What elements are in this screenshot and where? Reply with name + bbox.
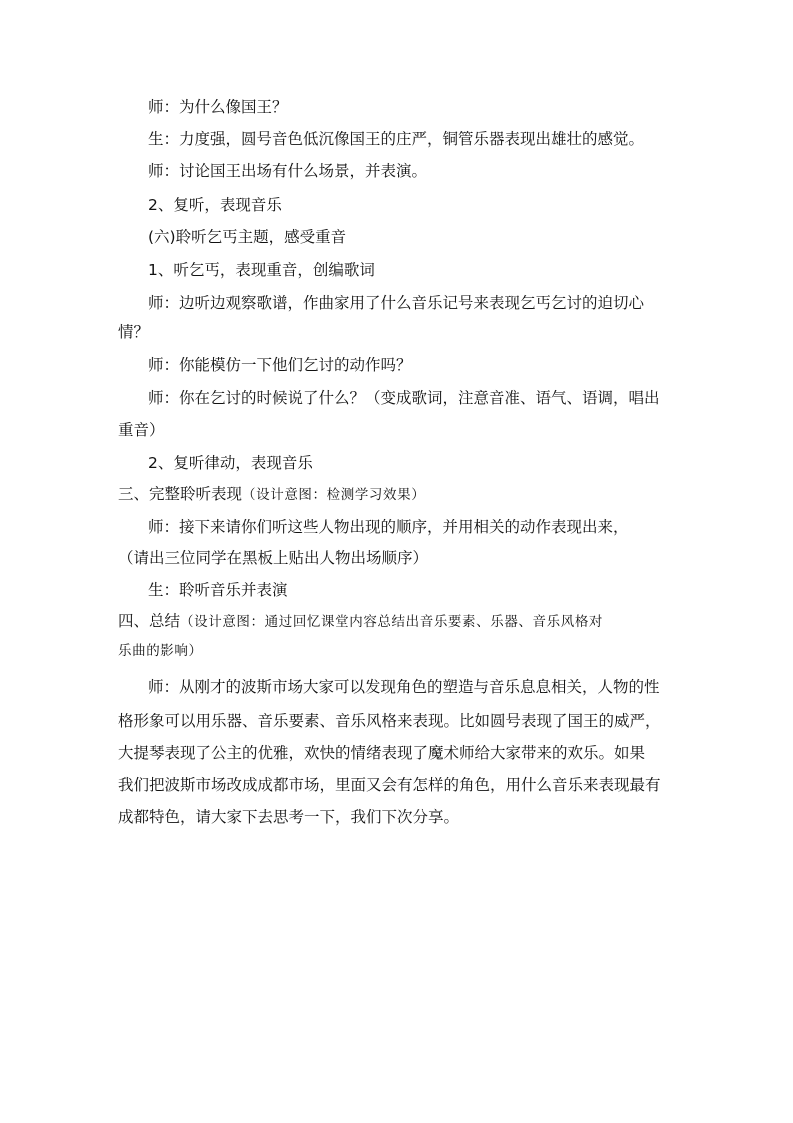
summary-paragraph-line-4: 我们把波斯市场改成成都市场，里面又会有怎样的角色，用什么音乐来表现最有 (118, 776, 661, 794)
dialogue-student-king-answer: 生：力度强，圆号音色低沉像国王的庄严，铜管乐器表现出雄壮的感觉。 (148, 130, 645, 148)
design-intent-note: （设计意图：检测学习效果） (242, 487, 426, 503)
section-title: 四、总结 (118, 612, 181, 630)
dialogue-continuation: 重音） (118, 421, 165, 439)
section-heading-three (118, 484, 678, 505)
dialogue-teacher-why-king: 师：为什么像国王？ (148, 98, 288, 116)
step-listen-beggar: 1、听乞丐，表现重音，创编歌词 (148, 261, 375, 279)
section-title: 三、完整聆听表现 (118, 485, 243, 503)
parenthetical-instruction: （请出三位同学在黑板上贴出人物出场顺序） (118, 549, 429, 567)
summary-paragraph-line-1: 师：从刚才的波斯市场大家可以发现角色的塑造与音乐息息相关，人物的性 (148, 678, 660, 696)
dialogue-student-perform: 生：聆听音乐并表演 (148, 581, 288, 599)
dialogue-teacher-imitate: 师：你能模仿一下他们乞讨的动作吗？ (148, 356, 412, 374)
dialogue-teacher-discuss-scene: 师：讨论国王出场有什么场景，并表演。 (148, 162, 428, 180)
step-replay-rhythm: 2、复听律动，表现音乐 (148, 454, 313, 472)
dialogue-teacher-what-said: 师：你在乞讨的时候说了什么？（变成歌词，注意音准、语气、语调，唱出 (148, 389, 660, 407)
design-intent-note: （设计意图：通过回忆课堂内容总结出音乐要素、乐器、音乐风格对 (180, 614, 604, 630)
section-heading-four (118, 611, 678, 632)
dialogue-continuation: 情？ (118, 323, 150, 341)
step-replay-express: 2、复听，表现音乐 (148, 196, 282, 214)
section-beggar-theme: (六)聆听乞丐主题，感受重音 (148, 228, 347, 246)
dialogue-teacher-observe-score: 师：边听边观察歌谱，作曲家用了什么音乐记号来表现乞丐乞讨的迫切心 (148, 294, 645, 312)
dialogue-teacher-order: 师：接下来请你们听这些人物出现的顺序，并用相关的动作表现出来， (148, 518, 629, 536)
design-intent-continuation: 乐曲的影响） (118, 643, 203, 659)
summary-paragraph-line-3: 大提琴表现了公主的优雅，欢快的情绪表现了魔术师给大家带来的欢乐。如果 (118, 744, 646, 762)
summary-paragraph-line-5: 成都特色，请大家下去思考一下，我们下次分享。 (118, 808, 460, 826)
summary-paragraph-line-2: 格形象可以用乐器、音乐要素、音乐风格来表现。比如圆号表现了国王的威严， (118, 712, 661, 730)
